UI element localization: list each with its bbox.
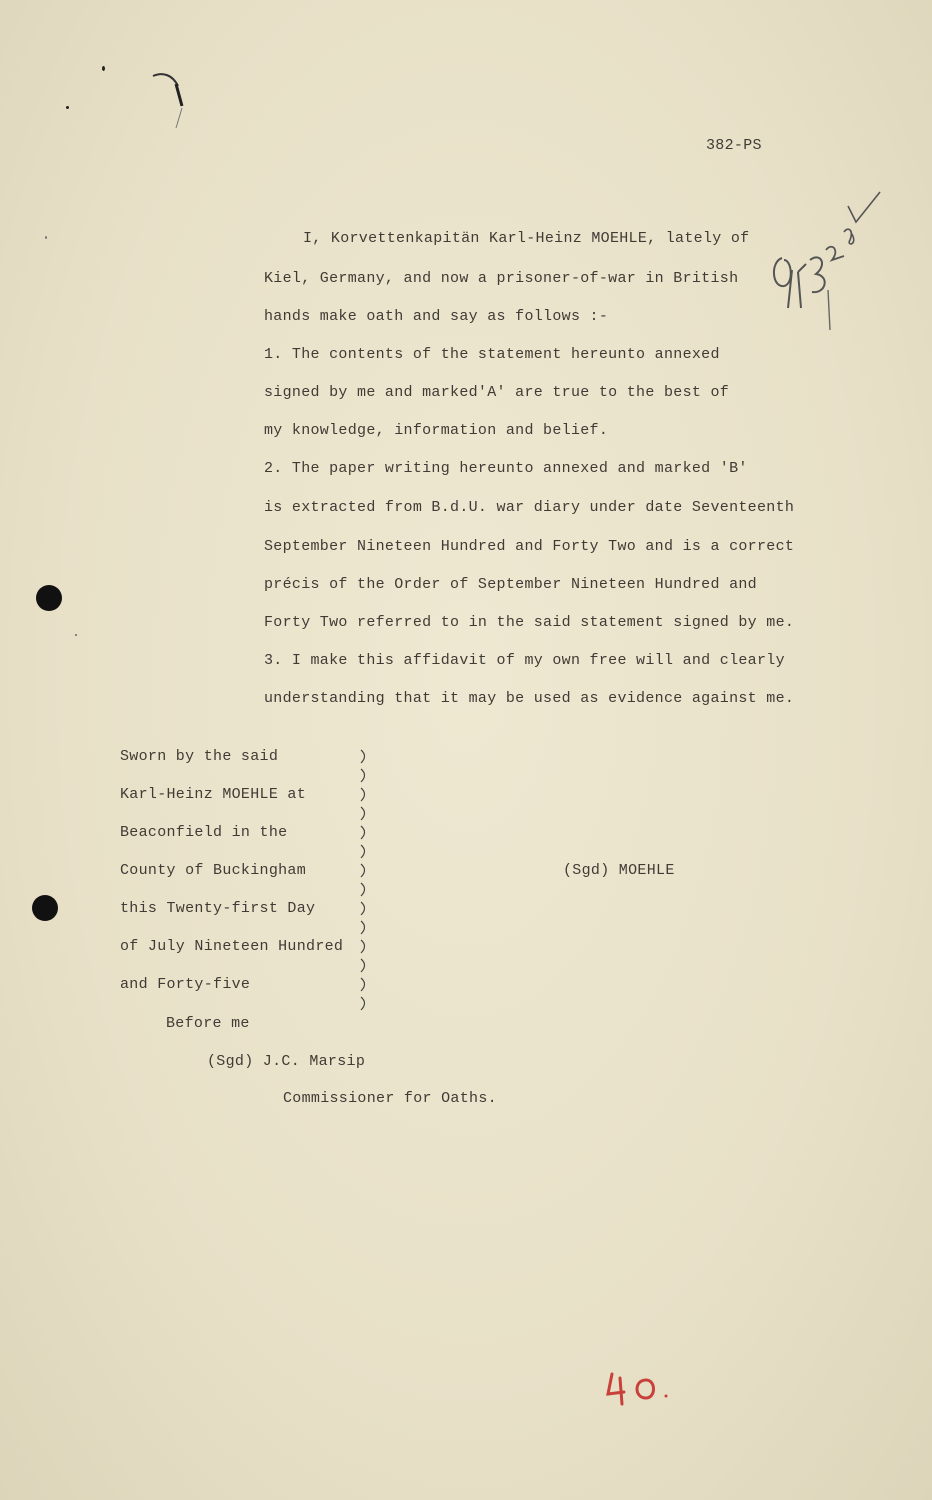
body-line: Kiel, Germany, and now a prisoner-of-war in British (264, 270, 739, 287)
body-line: I, Korvettenkapitän Karl-Heinz MOEHLE, lately of (303, 230, 750, 247)
body-line: 1. The contents of the statement hereunto annexed (264, 346, 720, 363)
commissioner-signature: (Sgd) J.C. Marsip (207, 1053, 366, 1070)
speck (75, 634, 77, 636)
body-line: Forty Two referred to in the said statement signed by me. (264, 614, 795, 631)
body-line: précis of the Order of September Nineteen Hundred and (264, 576, 757, 593)
body-line: 2. The paper writing hereunto annexed and marked 'B' (264, 460, 748, 477)
jurat-line: this Twenty-first Day (120, 900, 316, 917)
before-me: Before me (166, 1015, 250, 1032)
body-line: understanding that it may be used as evidence against me. (264, 690, 795, 707)
speck (45, 236, 47, 239)
jurat-line: Sworn by the said (120, 748, 279, 765)
jurat-line: County of Buckingham (120, 862, 307, 879)
jurat-line: Karl-Heinz MOEHLE at (120, 786, 307, 803)
margin-handwritten-annotation (768, 190, 888, 335)
jurat-line: of July Nineteen Hundred (120, 938, 344, 955)
jurat-line: Beaconfield in the (120, 824, 288, 841)
red-handwritten-page-number (602, 1368, 672, 1408)
document-reference: 382-PS (706, 137, 762, 154)
commissioner-title: Commissioner for Oaths. (283, 1090, 497, 1107)
speck (66, 106, 69, 109)
body-line: signed by me and marked'A' are true to the best of (264, 384, 730, 401)
body-line: is extracted from B.d.U. war diary under date Seventeenth (264, 499, 795, 516)
body-line: hands make oath and say as follows :- (264, 308, 609, 325)
punch-hole-bottom (32, 895, 58, 921)
body-line: my knowledge, information and belief. (264, 422, 609, 439)
deponent-signature: (Sgd) MOEHLE (563, 862, 675, 879)
speck (102, 66, 105, 71)
punch-hole-top (36, 585, 62, 611)
body-line: 3. I make this affidavit of my own free will and clearly (264, 652, 785, 669)
jurat-bracket (357, 746, 373, 1018)
jurat-line: and Forty-five (120, 976, 251, 993)
corner-mark (150, 70, 195, 130)
body-line: September Nineteen Hundred and Forty Two and is a correct (264, 538, 795, 555)
